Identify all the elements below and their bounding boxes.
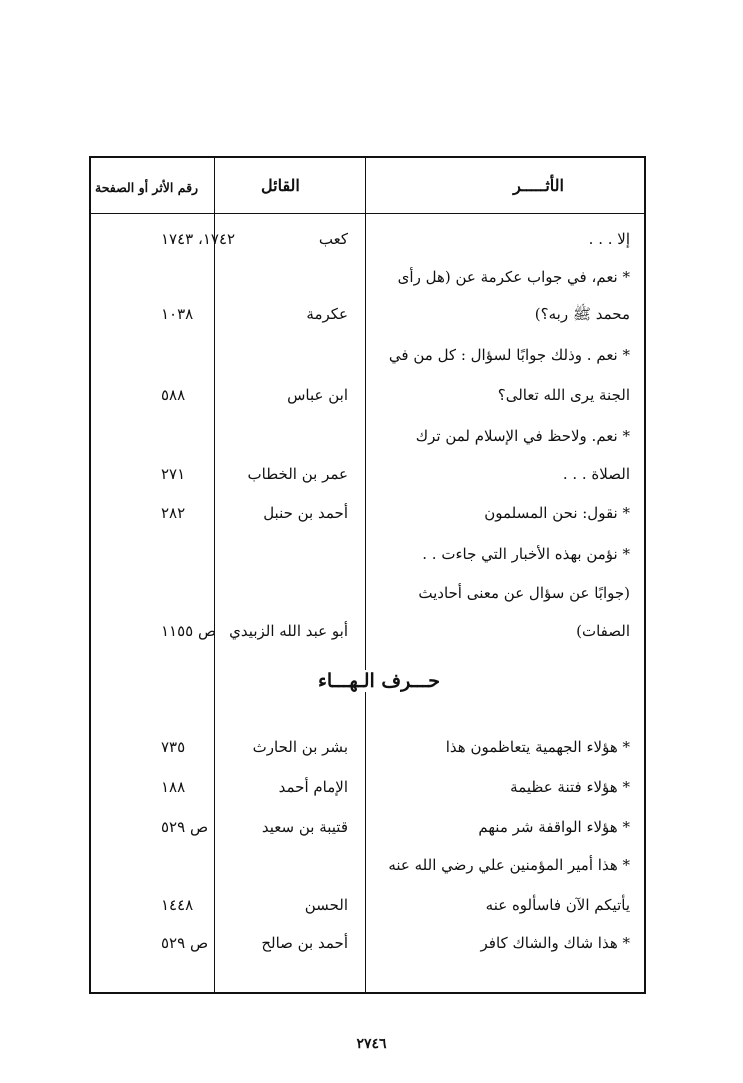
row-athar: * نؤمن بهذه الأخبار التي جاءت . . (422, 545, 630, 563)
page-number: ٢٧٤٦ (356, 1036, 387, 1052)
row-qail: الإمام أحمد (278, 778, 348, 796)
row-ref: ١٧٤٢، ١٧٤٣ (161, 230, 236, 248)
row-athar: (جوابًا عن سؤال عن معنى أحاديث (418, 584, 630, 602)
row-ref: ص ١١٥٥ (161, 622, 217, 640)
row-qail: بشر بن الحارث (252, 738, 348, 756)
row-qail: عمر بن الخطاب (247, 465, 348, 483)
row-athar: * نقول: نحن المسلمون (484, 504, 630, 522)
column-divider-ref (214, 158, 215, 992)
header-ref: رقم الأثر أو الصفحة (95, 180, 199, 195)
row-qail: أحمد بن صالح (261, 934, 348, 952)
row-ref: ص ٥٢٩ (161, 934, 209, 952)
row-athar: * نعم. ولاحظ في الإسلام لمن ترك (415, 427, 630, 445)
row-ref: ١٨٨ (161, 778, 186, 796)
row-athar: * هذا أمير المؤمنين علي رضي الله عنه (388, 856, 630, 874)
row-ref: ص ٥٢٩ (161, 818, 209, 836)
header-athar: الأثـــــر (513, 176, 564, 195)
row-ref: ٧٣٥ (161, 738, 186, 756)
row-ref: ١٠٣٨ (161, 305, 194, 323)
row-athar: يأتيكم الآن فاسألوه عنه (485, 896, 630, 914)
row-athar: * نعم، في جواب عكرمة عن (هل رأى (397, 268, 630, 286)
row-ref: ٢٧١ (161, 465, 186, 483)
column-divider-qail (365, 158, 366, 992)
row-qail: ابن عباس (287, 386, 348, 404)
row-ref: ١٤٤٨ (161, 896, 194, 914)
header-qail: القائل (261, 176, 300, 195)
row-athar: * هؤلاء الجهمية يتعاظمون هذا (445, 738, 630, 756)
row-qail: عكرمة (306, 305, 348, 323)
row-athar: محمد ﷺ ربه؟) (534, 305, 630, 323)
row-athar: * هؤلاء فتنة عظيمة (510, 778, 630, 796)
row-ref: ٥٨٨ (161, 386, 186, 404)
row-athar: الصفات) (576, 622, 630, 640)
row-athar: * هذا شاك والشاك كافر (480, 934, 630, 952)
row-qail: أحمد بن حنبل (263, 504, 348, 522)
header-divider (91, 213, 644, 214)
row-athar: * نعم . وذلك جوابًا لسؤال : كل من في (388, 346, 630, 364)
row-athar: الصلاة . . . (562, 465, 630, 483)
row-qail: أبو عبد الله الزبيدي (229, 622, 348, 640)
row-qail: الحسن (304, 896, 348, 914)
row-qail: كعب (318, 230, 348, 248)
row-ref: ٢٨٢ (161, 504, 186, 522)
row-athar: * هؤلاء الواقفة شر منهم (478, 818, 630, 836)
row-athar: إلا . . . (588, 230, 630, 248)
row-athar: الجنة يرى الله تعالى؟ (497, 386, 630, 404)
row-qail: قتيبة بن سعيد (261, 818, 348, 836)
index-table (89, 156, 646, 994)
section-title: حـــرف الـهـــاء (259, 670, 499, 692)
